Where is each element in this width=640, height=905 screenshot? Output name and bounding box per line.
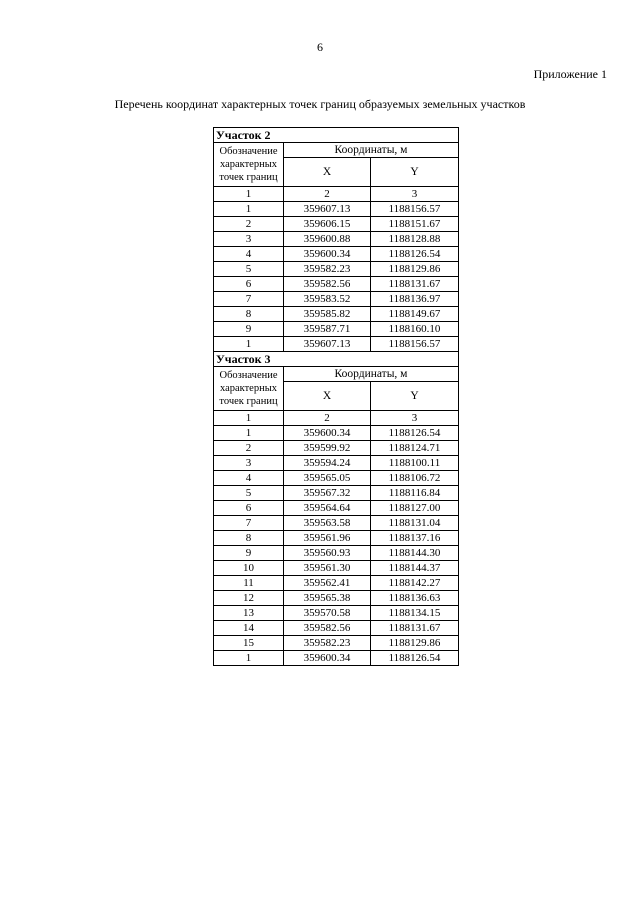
- coord-y: 1188128.88: [371, 232, 459, 247]
- table-row: [214, 277, 459, 292]
- table-row: [214, 426, 459, 441]
- point-number: 7: [214, 292, 284, 307]
- coord-x: 359582.56: [284, 621, 371, 636]
- coord-x: 359567.32: [284, 486, 371, 501]
- table-row: [214, 486, 459, 501]
- coordinates-table: [213, 127, 459, 666]
- coord-y: 1188156.57: [371, 337, 459, 352]
- column-number: 1: [214, 411, 284, 426]
- coord-x: 359570.58: [284, 606, 371, 621]
- table-row: [214, 546, 459, 561]
- coord-y: 1188126.54: [371, 651, 459, 666]
- y-header: Y: [371, 382, 459, 411]
- coord-x: 359565.38: [284, 591, 371, 606]
- point-number: 1: [214, 202, 284, 217]
- coord-x: 359582.23: [284, 636, 371, 651]
- coord-y: 1188126.54: [371, 426, 459, 441]
- coord-y: 1188136.63: [371, 591, 459, 606]
- table-row: [214, 441, 459, 456]
- coord-x: 359561.30: [284, 561, 371, 576]
- point-number: 9: [214, 546, 284, 561]
- coord-y: 1188156.57: [371, 202, 459, 217]
- coord-y: 1188134.15: [371, 606, 459, 621]
- column-number: 2: [284, 187, 371, 202]
- x-header: X: [284, 382, 371, 411]
- coord-y: 1188100.11: [371, 456, 459, 471]
- coord-x: 359607.13: [284, 337, 371, 352]
- point-number: 1: [214, 337, 284, 352]
- coord-y: 1188137.16: [371, 531, 459, 546]
- designation-header-line: характерных: [219, 159, 278, 170]
- designation-header-line: точек границ: [219, 172, 278, 183]
- designation-header-line: точек границ: [219, 396, 278, 407]
- coord-x: 359564.64: [284, 501, 371, 516]
- coord-y: 1188136.97: [371, 292, 459, 307]
- table-row: [214, 456, 459, 471]
- point-number: 6: [214, 277, 284, 292]
- y-header: Y: [371, 158, 459, 187]
- designation-header: [214, 143, 284, 187]
- point-number: 15: [214, 636, 284, 651]
- table-row: [214, 247, 459, 262]
- point-number: 13: [214, 606, 284, 621]
- coord-y: 1188131.67: [371, 277, 459, 292]
- table-row: [214, 337, 459, 352]
- coord-x: 359600.34: [284, 426, 371, 441]
- point-number: 8: [214, 307, 284, 322]
- coord-x: 359600.34: [284, 247, 371, 262]
- point-number: 7: [214, 516, 284, 531]
- point-number: 9: [214, 322, 284, 337]
- point-number: 3: [214, 456, 284, 471]
- coordinates-table-body: [214, 128, 459, 666]
- point-number: 2: [214, 441, 284, 456]
- section-title: Участок 2: [214, 128, 459, 143]
- point-number: 1: [214, 426, 284, 441]
- coordinates-header: Координаты, м: [284, 367, 459, 382]
- table-row: [214, 501, 459, 516]
- coord-x: 359563.58: [284, 516, 371, 531]
- point-number: 4: [214, 247, 284, 262]
- point-number: 4: [214, 471, 284, 486]
- table-row: [214, 606, 459, 621]
- coord-y: 1188131.67: [371, 621, 459, 636]
- table-row: [214, 262, 459, 277]
- point-number: 10: [214, 561, 284, 576]
- table-row: [214, 531, 459, 546]
- point-number: 6: [214, 501, 284, 516]
- table-row: [214, 561, 459, 576]
- column-number: 2: [284, 411, 371, 426]
- document-title: Перечень координат характерных точек границ образуемых земельных участков: [114, 97, 526, 111]
- coord-x: 359600.34: [284, 651, 371, 666]
- coord-x: 359583.52: [284, 292, 371, 307]
- coord-y: 1188129.86: [371, 262, 459, 277]
- column-number: 3: [371, 411, 459, 426]
- designation-header-line: характерных: [219, 383, 278, 394]
- coord-y: 1188142.27: [371, 576, 459, 591]
- point-number: 2: [214, 217, 284, 232]
- coord-x: 359582.23: [284, 262, 371, 277]
- coord-x: 359561.96: [284, 531, 371, 546]
- table-row: [214, 232, 459, 247]
- appendix-label: Приложение 1: [533, 67, 607, 81]
- coord-y: 1188126.54: [371, 247, 459, 262]
- table-row: [214, 322, 459, 337]
- table-row: [214, 636, 459, 651]
- table-row: [214, 621, 459, 636]
- coord-x: 359565.05: [284, 471, 371, 486]
- header-row: [214, 143, 459, 158]
- table-row: [214, 591, 459, 606]
- table-row: [214, 292, 459, 307]
- table-row: [214, 651, 459, 666]
- coord-y: 1188129.86: [371, 636, 459, 651]
- table-row: [214, 471, 459, 486]
- coord-x: 359606.15: [284, 217, 371, 232]
- coord-x: 359587.71: [284, 322, 371, 337]
- designation-header: [214, 367, 284, 411]
- point-number: 1: [214, 651, 284, 666]
- coord-y: 1188106.72: [371, 471, 459, 486]
- point-number: 8: [214, 531, 284, 546]
- table-row: [214, 307, 459, 322]
- coord-x: 359582.56: [284, 277, 371, 292]
- section-title: Участок 3: [214, 352, 459, 367]
- coord-y: 1188144.30: [371, 546, 459, 561]
- table-row: [214, 576, 459, 591]
- point-number: 14: [214, 621, 284, 636]
- section-title-row: [214, 352, 459, 367]
- coord-y: 1188116.84: [371, 486, 459, 501]
- coord-x: 359599.92: [284, 441, 371, 456]
- header-row: [214, 367, 459, 382]
- page-number: 6: [317, 40, 323, 54]
- point-number: 11: [214, 576, 284, 591]
- designation-header-line: Обозначение: [219, 146, 278, 157]
- section-title-row: [214, 128, 459, 143]
- table-row: [214, 202, 459, 217]
- coord-y: 1188160.10: [371, 322, 459, 337]
- coord-x: 359560.93: [284, 546, 371, 561]
- coord-y: 1188124.71: [371, 441, 459, 456]
- column-number-row: [214, 411, 459, 426]
- coord-y: 1188151.67: [371, 217, 459, 232]
- point-number: 5: [214, 486, 284, 501]
- coord-y: 1188144.37: [371, 561, 459, 576]
- column-number-row: [214, 187, 459, 202]
- coord-x: 359562.41: [284, 576, 371, 591]
- coord-x: 359594.24: [284, 456, 371, 471]
- table-row: [214, 217, 459, 232]
- point-number: 5: [214, 262, 284, 277]
- column-number: 1: [214, 187, 284, 202]
- coord-y: 1188131.04: [371, 516, 459, 531]
- coord-x: 359585.82: [284, 307, 371, 322]
- coord-x: 359607.13: [284, 202, 371, 217]
- point-number: 3: [214, 232, 284, 247]
- x-header: X: [284, 158, 371, 187]
- table-row: [214, 516, 459, 531]
- designation-header-line: Обозначение: [219, 370, 278, 381]
- coordinates-header: Координаты, м: [284, 143, 459, 158]
- coord-y: 1188127.00: [371, 501, 459, 516]
- point-number: 12: [214, 591, 284, 606]
- coord-y: 1188149.67: [371, 307, 459, 322]
- column-number: 3: [371, 187, 459, 202]
- coord-x: 359600.88: [284, 232, 371, 247]
